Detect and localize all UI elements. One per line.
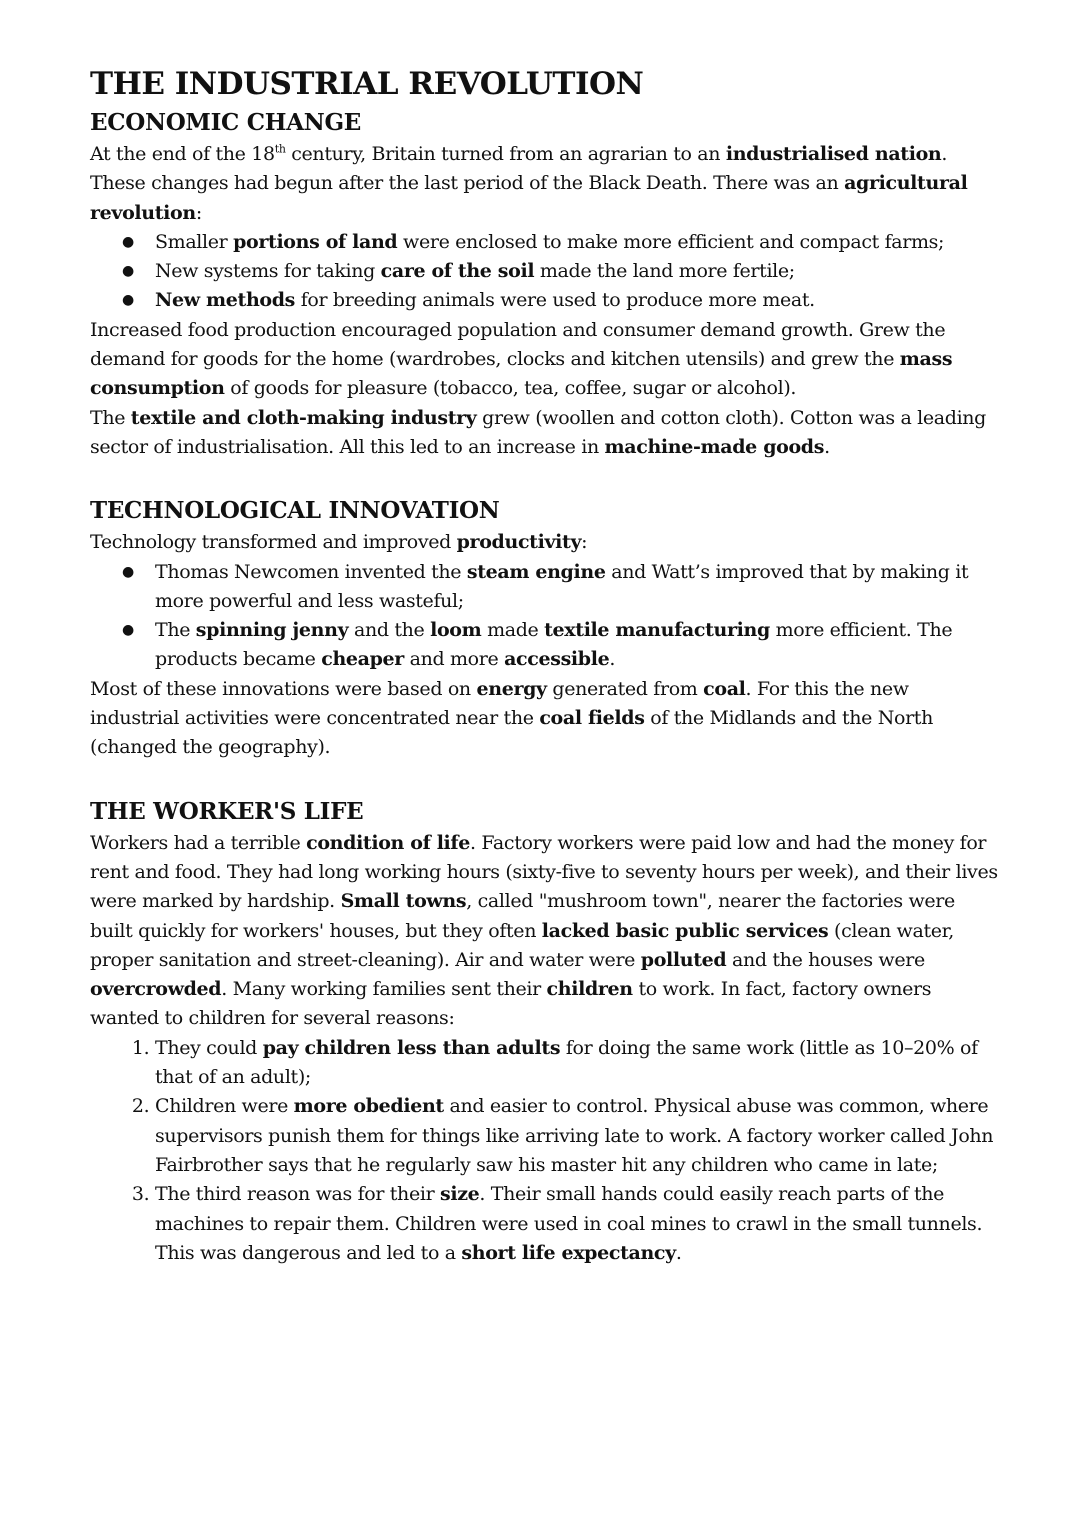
text-run: . For this the new industrial activities were concentrated near the xyxy=(90,677,909,730)
text-run: of the Midlands and the North (changed the geography). xyxy=(90,707,933,759)
list-item xyxy=(155,1034,1000,1093)
list-item xyxy=(155,1180,1000,1268)
bold-term: Small towns xyxy=(340,890,467,913)
bold-term: care of the soil xyxy=(380,260,535,283)
text-run: . Their small hands could easily reach parts of the machines to repair them. Children were used in coal mines to crawl in the small tunnels. This was dangerous and led to a xyxy=(155,1183,983,1264)
list-item xyxy=(155,1092,1000,1180)
bold-term: more obedient xyxy=(293,1095,444,1118)
bold-term: children xyxy=(546,978,633,1001)
body-paragraph xyxy=(90,316,1000,404)
section-spacer xyxy=(90,462,1000,494)
text-run: made xyxy=(481,619,545,642)
text-run: made the land more fertile; xyxy=(534,260,795,283)
section-intro-paragraph xyxy=(90,829,1000,1034)
bold-term: New methods xyxy=(155,289,296,312)
section-spacer xyxy=(90,763,1000,795)
bold-term: polluted xyxy=(640,948,727,971)
text-run: . These changes had begun after the last period of the Black Death. There was an xyxy=(90,143,948,195)
text-run: th xyxy=(274,142,286,156)
bold-term: industrialised nation xyxy=(725,143,942,165)
bold-term: lacked basic public services xyxy=(541,919,829,942)
text-run: They could xyxy=(155,1036,263,1059)
bold-term: portions of land xyxy=(233,230,398,253)
numbered-list xyxy=(90,1034,1000,1268)
text-run: century, Britain turned from an agrarian to an xyxy=(285,143,726,165)
list-item xyxy=(155,558,1000,617)
text-run: for breeding animals were used to produce more meat. xyxy=(295,289,815,312)
text-run: Most of these innovations were based on xyxy=(90,677,477,700)
bold-term: spinning jenny xyxy=(195,619,349,642)
text-run: (clean water, proper sanitation and street-cleaning). Air and water were xyxy=(90,919,954,971)
bold-term: agricultural revolution xyxy=(90,172,968,224)
text-run: . xyxy=(609,648,616,671)
body-paragraph xyxy=(90,675,1000,763)
section-economic-change xyxy=(90,106,1000,462)
bold-term: short life expectancy xyxy=(461,1241,676,1264)
text-run: . xyxy=(675,1241,682,1264)
section-heading: ECONOMIC CHANGE xyxy=(90,109,362,136)
text-run: Technology transformed and improved xyxy=(90,531,457,554)
section-intro-paragraph xyxy=(90,140,1000,228)
text-run: to work. In fact, factory owners wanted to children for several reasons: xyxy=(90,978,932,1030)
text-run: generated from xyxy=(546,677,704,700)
document-body xyxy=(90,106,1000,1268)
bold-term: mass consumption xyxy=(90,348,953,400)
section-intro-paragraph xyxy=(90,528,1000,557)
section-heading: THE WORKER'S LIFE xyxy=(90,797,364,825)
section-heading: TECHNOLOGICAL INNOVATION xyxy=(90,497,500,525)
bold-term: condition of life xyxy=(306,831,470,854)
page-title: THE INDUSTRIAL REVOLUTION xyxy=(90,66,644,102)
text-run: : xyxy=(195,201,202,224)
text-run: : xyxy=(581,531,588,554)
text-run: grew (woollen and cotton cloth). Cotton was a leading sector of industrialisation. All this led to an increase in xyxy=(90,406,986,458)
text-run: The xyxy=(155,619,196,642)
text-run: Children were xyxy=(155,1095,294,1118)
bold-term: textile and cloth-making industry xyxy=(130,406,477,429)
text-run: for doing the same work (little as 10–20% of that of an adult); xyxy=(155,1036,978,1089)
bold-term: overcrowded xyxy=(90,978,222,1001)
text-run: New systems for taking xyxy=(155,260,381,283)
text-run: , called "mushroom town", nearer the factories were built quickly for workers' houses, but they often xyxy=(90,890,955,942)
text-run: Workers had a terrible xyxy=(90,831,307,854)
text-run: and Watt’s improved that by making it more powerful and less wasteful; xyxy=(155,560,969,612)
text-run: Thomas Newcomen invented the xyxy=(155,560,467,583)
bold-term: loom xyxy=(430,619,482,642)
bold-term: size xyxy=(440,1183,480,1206)
bullet-list xyxy=(90,228,1000,316)
text-run: and easier to control. Physical abuse was common, where supervisors punish them for things like arriving late to work. A factory worker called John Fairbrother says that he regularly saw his master hit any children who came in late; xyxy=(155,1095,994,1176)
body-paragraph xyxy=(90,404,1000,463)
text-run: . Factory workers were paid low and had the money for rent and food. They had long working hours (sixty-five to seventy hours per week), and their lives were marked by hardship. xyxy=(90,831,998,913)
bold-term: energy xyxy=(476,677,547,700)
bold-term: productivity xyxy=(456,531,582,554)
list-item xyxy=(155,616,1000,675)
bold-term: steam engine xyxy=(466,560,606,583)
bullet-list xyxy=(90,558,1000,675)
text-run: were enclosed to make more efficient and compact farms; xyxy=(397,230,945,253)
text-run: and the xyxy=(348,619,431,642)
text-run: The third reason was for their xyxy=(155,1183,440,1206)
list-item xyxy=(155,228,1000,257)
bold-term: machine-made goods xyxy=(604,435,825,458)
text-run: . Many working families sent their xyxy=(221,978,547,1001)
bold-term: textile manufacturing xyxy=(544,619,770,642)
bold-term: pay children less than adults xyxy=(262,1036,561,1059)
bold-term: coal fields xyxy=(539,707,645,730)
text-run: Smaller xyxy=(155,230,234,253)
text-run: Increased food production encouraged population and consumer demand growth. Grew the demand for goods for the home (wardrobes, clocks and kitchen utensils) and grew the xyxy=(90,318,946,371)
text-run: . xyxy=(824,435,830,458)
bold-term: accessible xyxy=(504,648,610,671)
text-run: At the end of the 18 xyxy=(90,143,275,165)
bold-term: coal xyxy=(703,677,746,700)
section-the-worker-s-life xyxy=(90,795,1000,1268)
text-run: The xyxy=(90,406,131,429)
list-item xyxy=(155,257,1000,286)
text-run: and more xyxy=(403,648,505,671)
section-technological-innovation xyxy=(90,494,1000,762)
text-run: of goods for pleasure (tobacco, tea, coffee, sugar or alcohol). xyxy=(224,377,797,400)
text-run: and the houses were xyxy=(726,948,925,971)
list-item xyxy=(155,286,1000,315)
text-run: more efficient. The products became xyxy=(155,619,953,671)
bold-term: cheaper xyxy=(321,648,404,671)
